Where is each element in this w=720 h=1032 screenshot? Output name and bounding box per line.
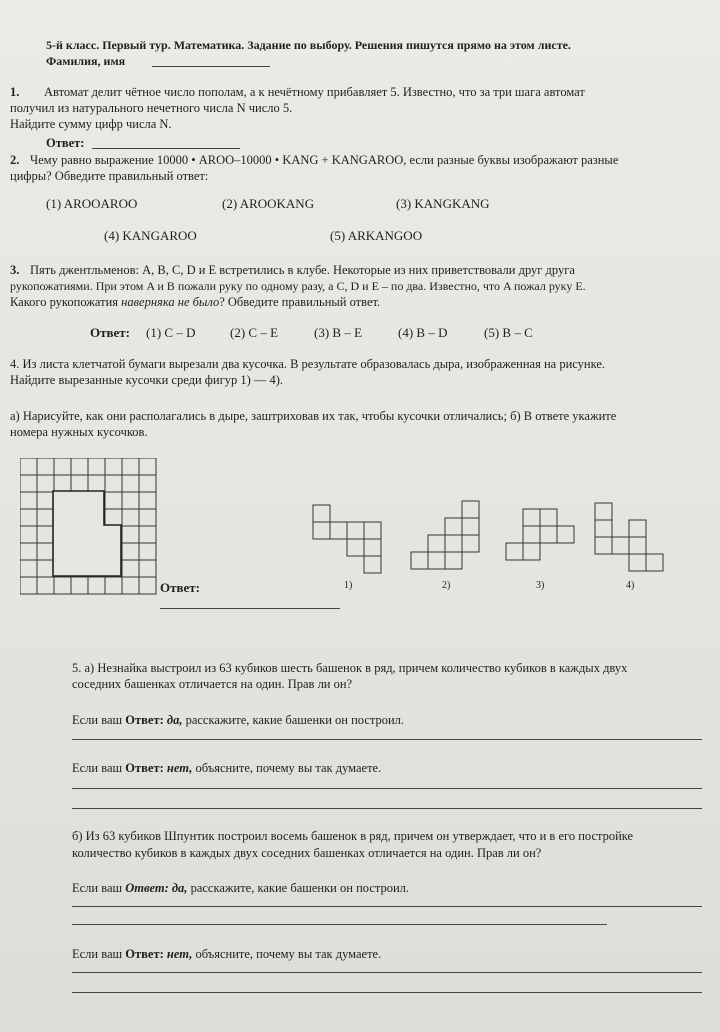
grid-cell xyxy=(139,509,156,526)
grid-cell xyxy=(139,577,156,594)
q5b-yes-prompt: Если ваш Ответ: да, расскажите, какие башенки он построил. xyxy=(72,881,410,895)
q1-line3: Найдите сумму цифр числа N. xyxy=(10,117,172,131)
q3-option-1[interactable]: (1) C – D xyxy=(146,325,196,340)
piece-3-figure[interactable] xyxy=(505,508,577,564)
grid-cell xyxy=(105,475,122,492)
worksheet-title: 5-й класс. Первый тур. Математика. Задание по выбору. Решения пишутся прямо на этом листе. xyxy=(46,38,571,52)
q5a-no-answer-line-1[interactable] xyxy=(72,788,702,789)
q1-answer-label: Ответ: xyxy=(46,136,85,150)
grid-cell xyxy=(20,509,37,526)
grid-cell xyxy=(122,475,139,492)
grid-cell xyxy=(71,475,88,492)
grid-cell xyxy=(88,475,105,492)
grid-cell xyxy=(20,577,37,594)
piece-3-label: 3) xyxy=(536,580,545,591)
grid-cell xyxy=(139,543,156,560)
q4-answer-label: Ответ: xyxy=(160,580,201,595)
piece-1-figure[interactable] xyxy=(312,504,384,576)
hole-outline xyxy=(53,491,121,576)
q4-line1: 4. Из листа клетчатой бумаги вырезали два кусочка. В результате образовалась дыра, изображенная на рисунке. xyxy=(10,357,606,371)
grid-cell xyxy=(20,560,37,577)
q5a-line1: 5. а) Незнайка выстроил из 63 кубиков шесть башенок в ряд, причем количество кубиков в каждых двух xyxy=(72,661,628,675)
grid-cell xyxy=(54,577,71,594)
q2-option-3[interactable]: (3) KANGKANG xyxy=(396,196,490,211)
grid-cell xyxy=(71,458,88,475)
grid-cell xyxy=(122,560,139,577)
grid-cell xyxy=(37,577,54,594)
q3-emphasis: наверняка не было xyxy=(121,295,220,309)
q5b-line2: количество кубиков в каждых двух соседних башенках отличается на один. Прав ли он? xyxy=(72,846,542,860)
q5b-no-prompt: Если ваш Ответ: нет, объясните, почему вы так думаете. xyxy=(72,947,382,961)
q3-option-2[interactable]: (2) C – E xyxy=(230,325,279,340)
q5a-no-prompt: Если ваш Ответ: нет, объясните, почему вы так думаете. xyxy=(72,761,382,775)
grid-cell xyxy=(37,509,54,526)
grid-cell xyxy=(37,458,54,475)
grid-cell xyxy=(37,543,54,560)
q1-number: 1. xyxy=(10,85,20,99)
grid-cell xyxy=(105,509,122,526)
q5a-line2: соседних башенках отличается на один. Прав ли он? xyxy=(72,677,353,691)
piece-2-figure[interactable] xyxy=(410,500,482,572)
grid-cell xyxy=(88,458,105,475)
q2-line1: Чему равно выражение 10000 • AROO–10000 • KANG + KANGAROO, если разные буквы изображают разные xyxy=(30,153,619,167)
q4-line4: номера нужных кусочков. xyxy=(10,425,148,439)
q4-line3: а) Нарисуйте, как они располагались в дыре, заштриховав их так, чтобы кусочки отличались; б) В ответе укажите xyxy=(10,409,617,423)
grid-cell xyxy=(105,577,122,594)
q3-option-5[interactable]: (5) B – C xyxy=(484,325,533,340)
q5a-yes-prompt: Если ваш Ответ: да, расскажите, какие башенки он построил. xyxy=(72,713,405,727)
q5b-no-answer-line-2[interactable] xyxy=(72,992,702,993)
q5b-yes-answer-line-2[interactable] xyxy=(72,924,607,925)
q1-line1: Автомат делит чётное число пополам, а к нечётному прибавляет 5. Известно, что за три шага автомат xyxy=(44,85,585,99)
q3-line1: Пять джентльменов: A, B, C, D и E встретились в клубе. Некоторые из них приветствовали друг друга xyxy=(30,263,575,277)
q3-line3: Какого рукопожатия наверняка не было? Обведите правильный ответ. xyxy=(10,295,381,309)
grid-cell xyxy=(37,492,54,509)
q5b-yes-answer-line-1[interactable] xyxy=(72,906,702,907)
grid-cell xyxy=(122,509,139,526)
grid-cell xyxy=(105,458,122,475)
piece-1-label: 1) xyxy=(344,580,353,591)
grid-cell xyxy=(139,458,156,475)
q2-number: 2. xyxy=(10,153,20,167)
q1-line2: получил из натурального нечетного числа N число 5. xyxy=(10,101,293,115)
q2-option-5[interactable]: (5) ARKANGOO xyxy=(330,228,423,243)
piece-4-figure[interactable] xyxy=(594,502,666,574)
q4-answer-field[interactable] xyxy=(160,608,340,609)
name-label: Фамилия, имя xyxy=(46,54,126,68)
grid-cell xyxy=(37,560,54,577)
q2-option-2[interactable]: (2) AROOKANG xyxy=(222,196,315,211)
grid-cell xyxy=(20,543,37,560)
q5b-line1: б) Из 63 кубиков Шпунтик построил восемь башенок в ряд, причем он утверждает, что и в его постройке xyxy=(72,829,634,843)
name-field[interactable] xyxy=(152,66,270,67)
grid-cell xyxy=(122,543,139,560)
grid-cell xyxy=(105,492,122,509)
grid-cell xyxy=(139,560,156,577)
q3-line2: рукопожатиями. При этом A и B пожали руку по одному разу, а C, D и E – по два. Известно, что A пожал руку E. xyxy=(10,279,586,293)
grid-cell xyxy=(20,458,37,475)
q5a-yes-answer-line[interactable] xyxy=(72,739,702,740)
grid-cell xyxy=(54,475,71,492)
q2-option-4[interactable]: (4) KANGAROO xyxy=(104,228,197,243)
q1-answer-field[interactable] xyxy=(92,148,240,149)
grid-cell xyxy=(139,492,156,509)
grid-cell xyxy=(37,475,54,492)
q4-line2: Найдите вырезанные кусочки среди фигур 1) — 4). xyxy=(10,373,284,387)
grid-cell xyxy=(88,577,105,594)
q2-option-1[interactable]: (1) AROOAROO xyxy=(46,196,138,211)
q3-option-4[interactable]: (4) B – D xyxy=(398,325,448,340)
q3-option-3[interactable]: (3) B – E xyxy=(314,325,363,340)
q5a-no-answer-line-2[interactable] xyxy=(72,808,702,809)
grid-cell xyxy=(54,458,71,475)
grid-cell xyxy=(20,475,37,492)
q5b-no-answer-line-1[interactable] xyxy=(72,972,702,973)
q3-answer-label: Ответ: xyxy=(90,325,131,340)
grid-cell xyxy=(139,526,156,543)
grid-cell xyxy=(122,577,139,594)
piece-4-label: 4) xyxy=(626,580,635,591)
hole-grid-figure[interactable] xyxy=(20,458,160,598)
piece-2-label: 2) xyxy=(442,580,451,591)
grid-cell xyxy=(71,577,88,594)
q2-line2: цифры? Обведите правильный ответ: xyxy=(10,169,209,183)
grid-cell xyxy=(122,458,139,475)
grid-cell xyxy=(20,492,37,509)
grid-cell xyxy=(20,526,37,543)
grid-cell xyxy=(122,526,139,543)
grid-cell xyxy=(37,526,54,543)
grid-cell xyxy=(122,492,139,509)
q3-number: 3. xyxy=(10,263,20,277)
grid-cell xyxy=(139,475,156,492)
